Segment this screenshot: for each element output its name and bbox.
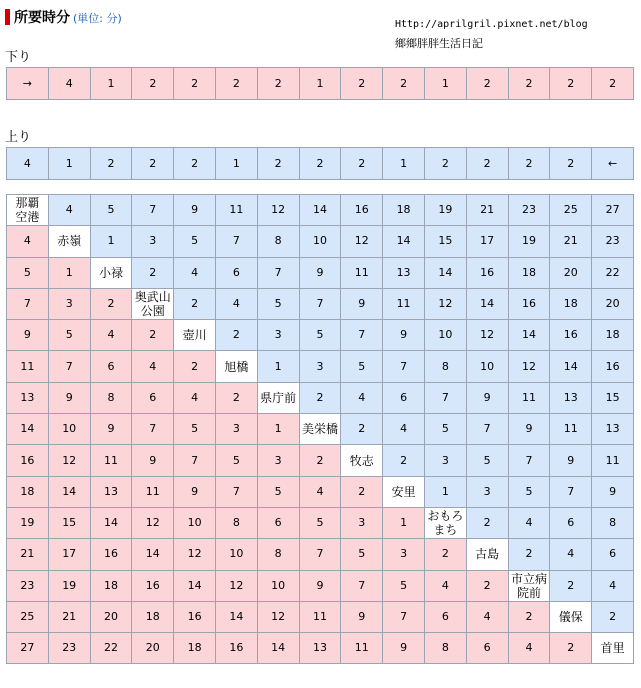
time-cell-up: 12 [424,288,466,319]
time-cell-up: 11 [592,445,634,476]
time-cell-down: 19 [48,570,90,601]
time-cell-up: 2 [592,601,634,632]
time-cell-up: 4 [48,195,90,226]
table-row [7,601,634,632]
time-cell-up: 1 [424,476,466,507]
time-cell-up: 5 [257,288,299,319]
down-cell: 1 [299,68,341,100]
time-cell-down: 1 [48,257,90,288]
table-row [7,351,634,382]
time-cell-down: 21 [7,539,49,570]
travel-time-matrix [6,194,634,664]
station-name: 那覇 空港 [7,195,49,226]
time-cell-down: 23 [48,633,90,664]
time-cell-down: 7 [341,570,383,601]
time-cell-down: 16 [7,445,49,476]
time-cell-down: 13 [90,476,132,507]
time-cell-down: 21 [48,601,90,632]
time-cell-down: 10 [174,507,216,538]
time-cell-up: 5 [90,195,132,226]
time-cell-down: 18 [132,601,174,632]
time-cell-down: 5 [383,570,425,601]
time-cell-down: 10 [48,414,90,445]
time-cell-down: 11 [341,633,383,664]
down-cell: 2 [383,68,425,100]
time-cell-down: 7 [48,351,90,382]
time-cell-down: 3 [341,507,383,538]
up-cell: 2 [550,148,592,180]
table-row [7,445,634,476]
time-cell-down: 13 [299,633,341,664]
station-name: 美栄橋 [299,414,341,445]
time-cell-down: 25 [7,601,49,632]
down-cell: 1 [90,68,132,100]
time-cell-up: 5 [299,320,341,351]
down-row-table [6,67,634,100]
time-cell-up: 6 [215,257,257,288]
time-cell-up: 7 [132,195,174,226]
time-cell-up: 19 [424,195,466,226]
time-cell-up: 8 [424,351,466,382]
time-cell-down: 14 [174,570,216,601]
time-cell-down: 3 [215,414,257,445]
down-cell: 2 [257,68,299,100]
time-cell-down: 12 [174,539,216,570]
time-cell-up: 12 [257,195,299,226]
time-cell-up: 13 [383,257,425,288]
time-cell-down: 20 [90,601,132,632]
time-cell-up: 12 [466,320,508,351]
time-cell-down: 4 [508,633,550,664]
time-cell-up: 23 [508,195,550,226]
up-cell: 2 [257,148,299,180]
table-row [7,195,634,226]
down-cell: 2 [341,68,383,100]
time-cell-up: 16 [341,195,383,226]
time-cell-down: 4 [7,226,49,257]
time-cell-down: 9 [174,476,216,507]
time-cell-up: 4 [508,507,550,538]
time-cell-up: 16 [508,288,550,319]
time-cell-down: 14 [90,507,132,538]
time-cell-up: 10 [424,320,466,351]
up-cell: 1 [48,148,90,180]
time-cell-down: 18 [7,476,49,507]
time-cell-up: 18 [508,257,550,288]
time-cell-up: 8 [257,226,299,257]
time-cell-down: 7 [383,601,425,632]
time-cell-down: 2 [341,476,383,507]
time-cell-up: 11 [550,414,592,445]
time-cell-up: 4 [341,382,383,413]
time-cell-up: 7 [299,288,341,319]
time-cell-down: 1 [257,414,299,445]
time-cell-down: 9 [90,414,132,445]
time-cell-up: 9 [592,476,634,507]
section-header [5,8,122,26]
time-cell-up: 5 [466,445,508,476]
time-cell-down: 8 [90,382,132,413]
time-cell-up: 2 [508,539,550,570]
station-name: おもろ まち [424,507,466,538]
time-cell-up: 19 [508,226,550,257]
time-cell-down: 2 [550,633,592,664]
time-cell-up: 15 [592,382,634,413]
up-cell: 2 [299,148,341,180]
down-cell: 2 [216,68,258,100]
time-cell-up: 5 [174,226,216,257]
time-cell-down: 7 [7,288,49,319]
blog-name: 鄉鄉胖胖生活日記 [395,37,483,50]
table-row [7,226,634,257]
table-row [7,288,634,319]
table-row [7,320,634,351]
time-cell-down: 3 [383,539,425,570]
up-row-table [6,147,634,180]
time-cell-down: 3 [48,288,90,319]
time-cell-up: 11 [215,195,257,226]
time-cell-down: 5 [174,414,216,445]
time-cell-down: 27 [7,633,49,664]
time-cell-up: 21 [466,195,508,226]
time-cell-down: 20 [132,633,174,664]
time-cell-up: 10 [466,351,508,382]
station-name: 壺川 [174,320,216,351]
time-cell-up: 2 [215,320,257,351]
time-cell-down: 16 [215,633,257,664]
table-row [7,633,634,664]
station-name: 儀保 [550,601,592,632]
time-cell-down: 9 [341,601,383,632]
time-cell-down: 9 [383,633,425,664]
time-cell-down: 14 [257,633,299,664]
time-cell-up: 2 [466,507,508,538]
up-cell: 2 [132,148,174,180]
time-cell-down: 15 [48,507,90,538]
time-cell-up: 4 [550,539,592,570]
time-cell-up: 14 [299,195,341,226]
time-cell-down: 11 [7,351,49,382]
down-cell: 2 [508,68,550,100]
station-name: 安里 [383,476,425,507]
table-row [7,257,634,288]
time-cell-up: 16 [550,320,592,351]
time-cell-up: 15 [424,226,466,257]
time-cell-down: 4 [174,382,216,413]
down-cell: → [7,68,49,100]
time-cell-down: 12 [257,601,299,632]
time-cell-up: 7 [383,351,425,382]
time-cell-down: 18 [90,570,132,601]
time-cell-up: 2 [299,382,341,413]
time-cell-up: 14 [550,351,592,382]
down-cell: 2 [174,68,216,100]
time-cell-up: 5 [341,351,383,382]
time-cell-down: 4 [90,320,132,351]
time-cell-up: 21 [550,226,592,257]
time-cell-down: 2 [132,320,174,351]
time-cell-up: 7 [508,445,550,476]
time-cell-down: 4 [299,476,341,507]
time-cell-up: 7 [215,226,257,257]
time-cell-up: 9 [550,445,592,476]
time-cell-up: 17 [466,226,508,257]
time-cell-up: 5 [508,476,550,507]
station-name: 県庁前 [257,382,299,413]
time-cell-down: 7 [215,476,257,507]
station-name: 牧志 [341,445,383,476]
time-cell-up: 11 [383,288,425,319]
time-cell-up: 2 [550,570,592,601]
time-cell-up: 16 [466,257,508,288]
time-cell-up: 7 [466,414,508,445]
time-cell-up: 9 [299,257,341,288]
time-cell-down: 5 [48,320,90,351]
time-cell-down: 16 [174,601,216,632]
up-cell: 2 [466,148,508,180]
time-cell-up: 7 [257,257,299,288]
time-cell-up: 14 [466,288,508,319]
time-cell-down: 19 [7,507,49,538]
time-cell-down: 13 [7,382,49,413]
time-cell-down: 2 [299,445,341,476]
time-cell-up: 2 [341,414,383,445]
station-name: 古島 [466,539,508,570]
blog-url: Http://aprilgril.pixnet.net/blog [395,19,588,30]
station-name: 小禄 [90,257,132,288]
time-cell-down: 8 [257,539,299,570]
time-cell-down: 2 [90,288,132,319]
up-cell: 2 [341,148,383,180]
time-cell-up: 2 [132,257,174,288]
time-cell-down: 14 [48,476,90,507]
time-cell-up: 3 [257,320,299,351]
station-name: 奥武山 公園 [132,288,174,319]
table-row [7,476,634,507]
up-cell: 1 [215,148,257,180]
time-cell-down: 5 [215,445,257,476]
time-cell-up: 5 [424,414,466,445]
time-cell-up: 7 [424,382,466,413]
time-cell-up: 16 [592,351,634,382]
time-cell-up: 3 [424,445,466,476]
time-cell-up: 4 [174,257,216,288]
time-cell-down: 18 [174,633,216,664]
time-cell-down: 12 [48,445,90,476]
time-cell-down: 10 [257,570,299,601]
time-cell-down: 6 [424,601,466,632]
up-cell: 2 [508,148,550,180]
time-cell-up: 1 [257,351,299,382]
time-cell-up: 4 [215,288,257,319]
time-cell-up: 9 [466,382,508,413]
time-cell-up: 14 [424,257,466,288]
time-cell-down: 3 [257,445,299,476]
up-cell: 2 [90,148,132,180]
station-name: 旭橋 [215,351,257,382]
time-cell-down: 8 [424,633,466,664]
time-cell-up: 20 [550,257,592,288]
time-cell-down: 8 [215,507,257,538]
time-cell-up: 25 [550,195,592,226]
time-cell-up: 11 [341,257,383,288]
time-cell-down: 9 [7,320,49,351]
time-cell-down: 9 [48,382,90,413]
time-cell-down: 11 [132,476,174,507]
time-cell-down: 5 [257,476,299,507]
down-cell: 2 [592,68,634,100]
station-name: 市立病 院前 [508,570,550,601]
time-cell-down: 12 [132,507,174,538]
time-cell-up: 23 [592,226,634,257]
table-row [7,570,634,601]
table-row [7,507,634,538]
time-cell-down: 22 [90,633,132,664]
time-cell-up: 22 [592,257,634,288]
time-cell-down: 11 [90,445,132,476]
time-cell-down: 12 [215,570,257,601]
time-cell-down: 11 [299,601,341,632]
page-title: 所要時分 [14,10,70,26]
time-cell-down: 4 [132,351,174,382]
down-cell: 2 [466,68,508,100]
time-cell-down: 10 [215,539,257,570]
table-row [7,382,634,413]
time-cell-up: 4 [383,414,425,445]
up-cell: 1 [383,148,425,180]
time-cell-down: 1 [383,507,425,538]
time-cell-up: 9 [174,195,216,226]
time-cell-up: 12 [508,351,550,382]
time-cell-up: 14 [508,320,550,351]
time-cell-down: 2 [174,351,216,382]
time-cell-down: 23 [7,570,49,601]
up-cell: 2 [424,148,466,180]
time-cell-down: 14 [7,414,49,445]
time-cell-up: 3 [132,226,174,257]
time-cell-up: 18 [383,195,425,226]
down-cell: 2 [132,68,174,100]
time-cell-down: 16 [132,570,174,601]
time-cell-up: 18 [592,320,634,351]
time-cell-down: 5 [299,507,341,538]
time-cell-up: 20 [592,288,634,319]
time-cell-down: 9 [299,570,341,601]
time-cell-up: 13 [592,414,634,445]
time-cell-down: 2 [215,382,257,413]
down-cell: 2 [550,68,592,100]
time-cell-down: 9 [132,445,174,476]
time-cell-up: 8 [592,507,634,538]
down-label: 下り [5,50,32,65]
up-cell: 2 [174,148,216,180]
time-cell-up: 3 [466,476,508,507]
time-cell-up: 12 [341,226,383,257]
time-cell-up: 9 [383,320,425,351]
time-cell-up: 13 [550,382,592,413]
time-cell-down: 6 [132,382,174,413]
time-cell-down: 4 [424,570,466,601]
time-cell-up: 11 [508,382,550,413]
time-cell-up: 18 [550,288,592,319]
time-cell-up: 2 [174,288,216,319]
time-cell-up: 14 [383,226,425,257]
time-cell-up: 7 [341,320,383,351]
time-cell-up: 6 [383,382,425,413]
time-cell-up: 6 [550,507,592,538]
station-name: 首里 [592,633,634,664]
time-cell-down: 17 [48,539,90,570]
time-cell-down: 5 [341,539,383,570]
time-cell-down: 2 [424,539,466,570]
table-row [7,414,634,445]
time-cell-down: 6 [466,633,508,664]
title-marker [5,9,10,25]
time-cell-up: 3 [299,351,341,382]
up-cell: 4 [7,148,49,180]
time-cell-up: 7 [550,476,592,507]
time-cell-up: 2 [383,445,425,476]
time-cell-up: 6 [592,539,634,570]
time-cell-up: 10 [299,226,341,257]
time-cell-up: 1 [90,226,132,257]
time-cell-down: 2 [466,570,508,601]
time-cell-down: 7 [299,539,341,570]
up-label: 上り [5,130,32,145]
time-cell-down: 16 [90,539,132,570]
time-cell-up: 4 [592,570,634,601]
station-name: 赤嶺 [48,226,90,257]
down-cell: 4 [48,68,90,100]
time-cell-down: 6 [257,507,299,538]
time-cell-down: 14 [132,539,174,570]
unit-label: (単位: 分) [73,12,122,25]
time-cell-down: 7 [174,445,216,476]
time-cell-down: 4 [466,601,508,632]
time-cell-up: 9 [341,288,383,319]
table-row [7,539,634,570]
time-cell-down: 14 [215,601,257,632]
up-cell: ← [592,148,634,180]
time-cell-up: 9 [508,414,550,445]
time-cell-down: 2 [508,601,550,632]
down-cell: 1 [425,68,467,100]
time-cell-down: 6 [90,351,132,382]
time-cell-down: 5 [7,257,49,288]
time-cell-down: 7 [132,414,174,445]
time-cell-up: 27 [592,195,634,226]
